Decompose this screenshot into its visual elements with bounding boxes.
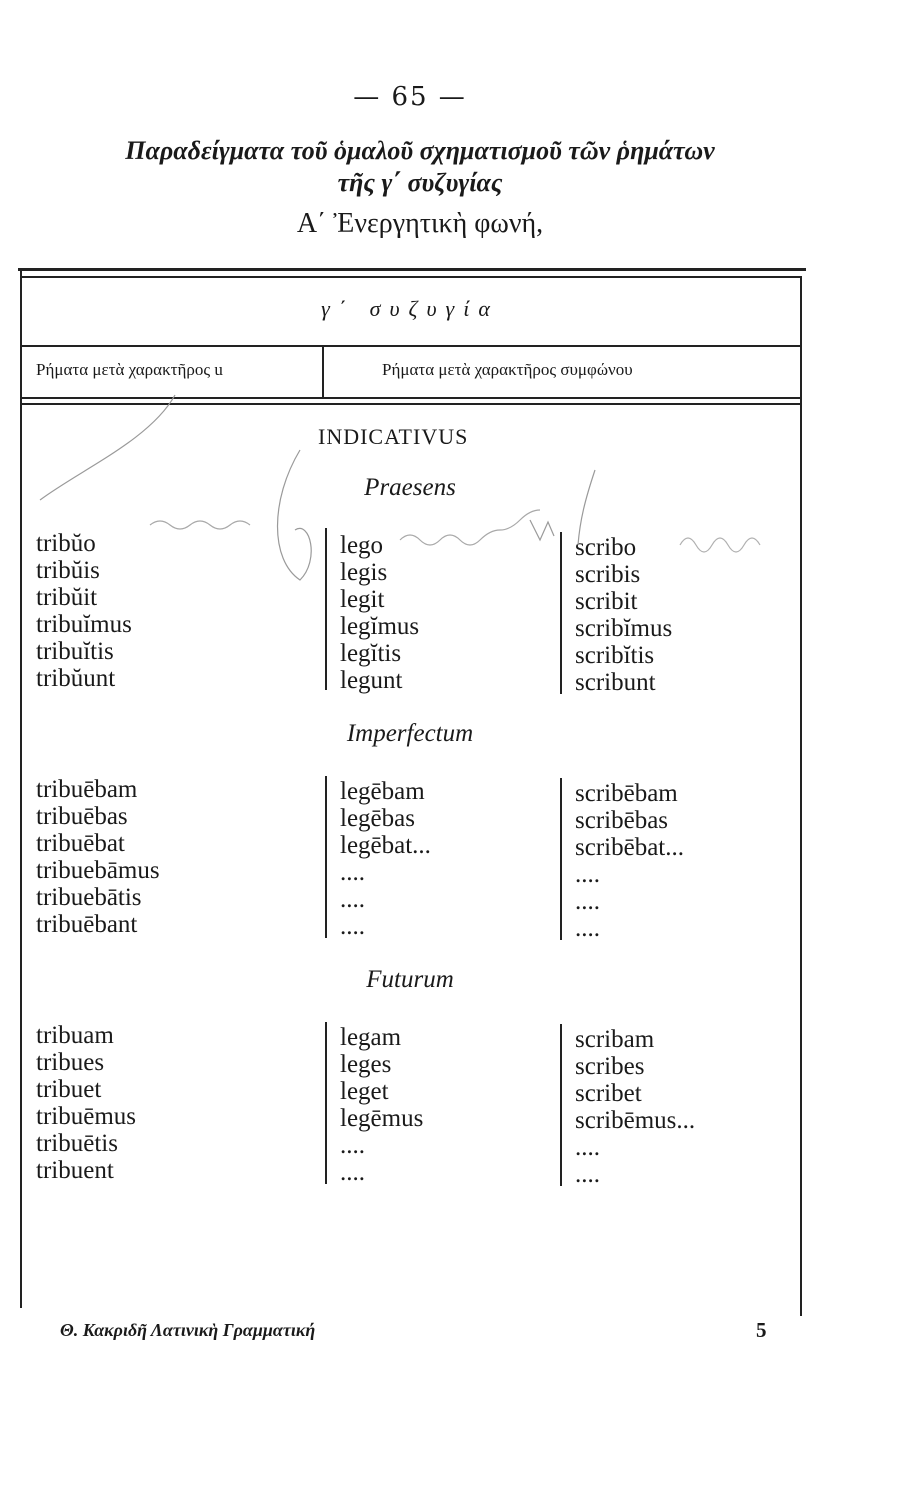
form-row: scribis — [575, 561, 641, 588]
page-number: — 65 — — [353, 82, 467, 112]
form-row: scribam — [575, 1026, 655, 1053]
form-row: tribuēbas — [36, 803, 128, 830]
tense-imperfectum: Imperfectum — [346, 720, 474, 747]
form-row: scribit — [575, 588, 638, 615]
form-row: tribuent — [36, 1157, 114, 1184]
page-title-line2: τῆς γ΄ συζυγίας — [337, 168, 503, 197]
form-row: scribēmus... — [575, 1107, 696, 1134]
form-row: tribŭit — [36, 584, 98, 611]
form-row: scribĭtis — [575, 642, 655, 669]
form-row: tribuet — [36, 1076, 102, 1103]
form-row: .... — [575, 1134, 600, 1161]
form-row: scribĭmus — [575, 615, 673, 642]
form-row: .... — [575, 888, 600, 915]
header-right-column: Ρήματα μετὰ χαρακτῆρος συμφώνου — [382, 360, 633, 379]
form-row: .... — [340, 1132, 365, 1159]
form-row: legit — [340, 586, 385, 613]
mood-label: INDICATIVUS — [318, 424, 469, 449]
form-row: scribes — [575, 1053, 645, 1080]
form-row: scribo — [575, 534, 637, 561]
form-row: leget — [340, 1078, 389, 1105]
form-row: tribuēmus — [36, 1103, 136, 1130]
footer-book-title: Θ. Κακριδῆ Λατινικὴ Γραμματική — [60, 1320, 316, 1340]
form-row: tribuēbant — [36, 911, 138, 938]
form-row: legĭtis — [340, 640, 402, 667]
form-row: legēbas — [340, 805, 415, 832]
form-row: legam — [340, 1024, 402, 1051]
tense-praesens: Praesens — [364, 474, 456, 501]
form-row: legēbam — [340, 778, 425, 805]
form-row: .... — [340, 859, 365, 886]
form-row: .... — [575, 1161, 600, 1188]
form-row: tribŭis — [36, 557, 100, 584]
form-row: tribues — [36, 1049, 105, 1076]
form-row: .... — [340, 1159, 365, 1186]
form-row: .... — [575, 915, 600, 942]
form-row: legēbat... — [340, 832, 431, 859]
form-row: scribēbam — [575, 780, 678, 807]
form-row: tribuebāmus — [36, 857, 160, 884]
form-row: tribŭunt — [36, 665, 116, 692]
form-row: tribŭo — [36, 530, 96, 557]
form-row: leges — [340, 1051, 392, 1078]
form-row: legĭmus — [340, 613, 420, 640]
form-row: tribuĭmus — [36, 611, 132, 638]
form-row: .... — [340, 886, 365, 913]
form-row: legunt — [340, 667, 403, 694]
form-row: tribuam — [36, 1022, 114, 1049]
form-row: legēmus — [340, 1105, 424, 1132]
form-row: tribuēbat — [36, 830, 125, 857]
conjugation-label: γ΄ συζυγία — [321, 296, 499, 321]
form-row: .... — [575, 861, 600, 888]
form-row: .... — [340, 913, 365, 940]
form-row: tribuētis — [36, 1130, 118, 1157]
form-row: scribunt — [575, 669, 656, 696]
form-row: scribet — [575, 1080, 642, 1107]
form-row: scribēbat... — [575, 834, 684, 861]
form-row: lego — [340, 532, 384, 559]
footer-signature-number: 5 — [756, 1318, 767, 1342]
form-row: tribuēbam — [36, 776, 138, 803]
page-title-line1: Παραδείγματα τοῦ ὁμαλοῦ σχηματισμοῦ τῶν ῥημάτων — [125, 136, 715, 165]
tense-futurum: Futurum — [366, 966, 454, 993]
header-left-column: Ρήματα μετὰ χαρακτῆρος u — [36, 360, 223, 379]
page-title-line3: Α΄ Ἐνεργητικὴ φωνή, — [296, 208, 544, 239]
form-row: scribēbas — [575, 807, 669, 834]
form-row: tribuebātis — [36, 884, 142, 911]
form-row: tribuĭtis — [36, 638, 114, 665]
form-row: legis — [340, 559, 388, 586]
